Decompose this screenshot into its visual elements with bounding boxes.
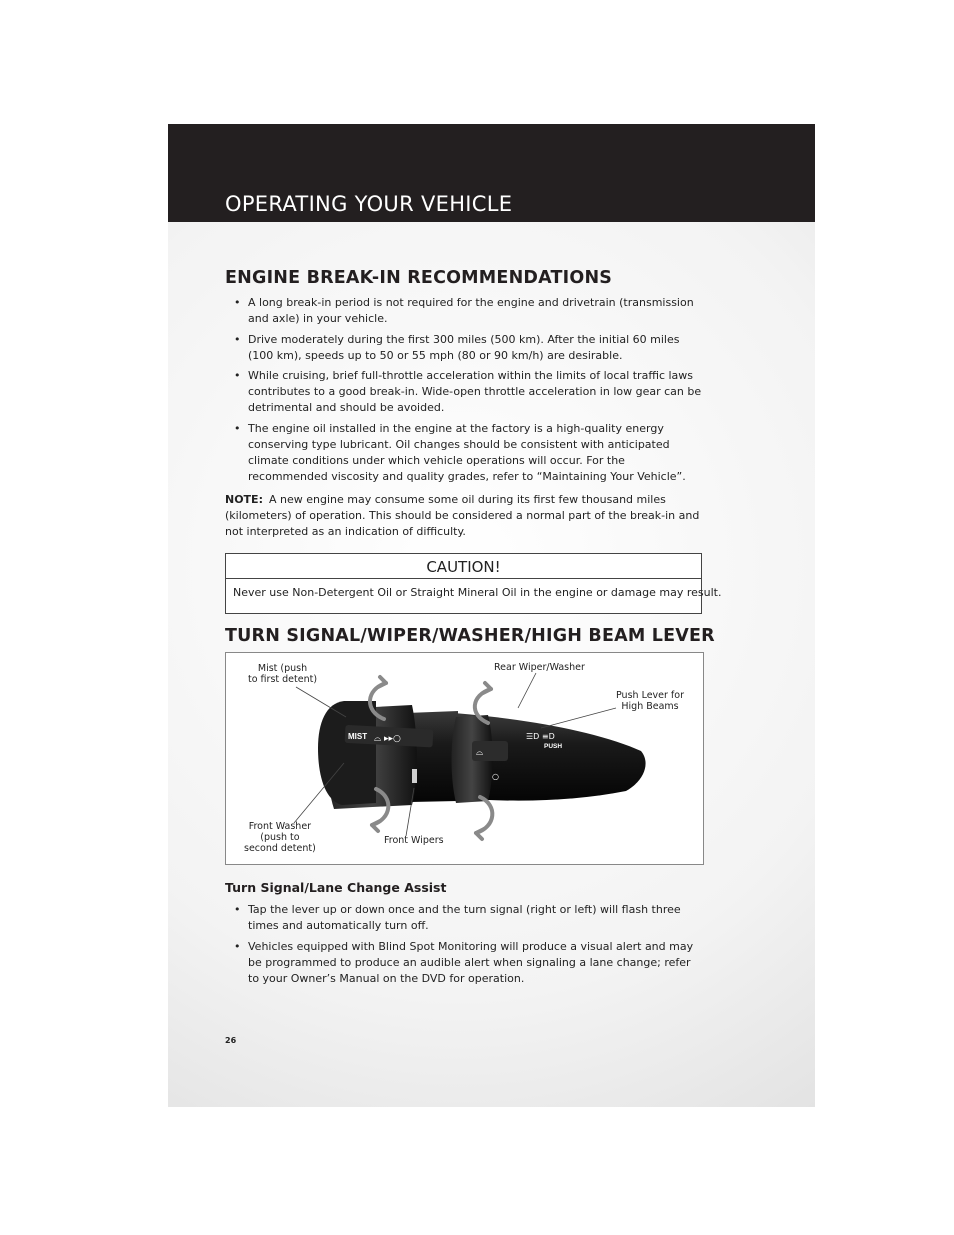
list-item: • While cruising, brief full-throttle acceleration within the limits of local traffic laws contributes to a good break-in. Wide-open throttle acceleration in low gear can be detrimental and should be avoided. xyxy=(234,368,704,416)
list-item: • Drive moderately during the first 300 miles (500 km). After the initial 60 miles (100 km), speeds up to 50 or 55 mph (80 or 90 km/h) are desirable. xyxy=(234,332,704,364)
list-item: • Vehicles equipped with Blind Spot Monitoring will produce a visual alert and may be programmed to produce an audible alert when signaling a lane change; refer to your Owner’s Manual on the DVD for operation. xyxy=(234,939,704,987)
section-title: OPERATING YOUR VEHICLE xyxy=(225,192,513,216)
turn-signal-list xyxy=(234,902,704,991)
engine-break-in-heading: ENGINE BREAK-IN RECOMMENDATIONS xyxy=(225,268,613,288)
page-number: 26 xyxy=(225,1036,237,1045)
caution-text: Never use Non-Detergent Oil or Straight Mineral Oil in the engine or damage may result. xyxy=(233,586,722,599)
manual-page xyxy=(168,124,815,1107)
list-item: • A long break-in period is not required for the engine and drivetrain (transmission and axle) in your vehicle. xyxy=(234,295,704,327)
list-item: • The engine oil installed in the engine at the factory is a high-quality energy conserving type lubricant. Oil changes should be consistent with anticipated climate conditions under which vehicle operations will occur. For the recommended viscosity and quality grades, refer to “Maintaining Your Vehicle”. xyxy=(234,421,704,485)
mist-label: MIST xyxy=(348,732,368,741)
callout-front-wipers: Front Wipers xyxy=(384,835,444,846)
callout-high-beams: Push Lever for High Beams xyxy=(616,690,684,712)
washer-indicator xyxy=(412,769,417,783)
note-paragraph xyxy=(225,492,705,540)
list-item: • Tap the lever up or down once and the turn signal (right or left) will flash three times and automatically turn off. xyxy=(234,902,704,934)
engine-break-in-list xyxy=(234,295,704,489)
callout-rear-wiper: Rear Wiper/Washer xyxy=(494,662,585,673)
wiper-symbols: ⌓ ▸▸○ xyxy=(374,734,401,744)
lever-figure xyxy=(225,652,704,865)
caution-box xyxy=(225,553,722,614)
push-label: PUSH xyxy=(544,743,563,750)
rear-wiper-off-symbol: ○ xyxy=(492,772,499,781)
rear-wiper-symbol: ⌓ xyxy=(476,748,484,758)
mist-end-cap xyxy=(318,701,376,805)
note-text: A new engine may consume some oil during its first few thousand miles (kilometers) of operation. This should be considered a normal part of the break-in and not interpreted as an indication of difficulty. xyxy=(225,493,700,538)
high-beam-symbols: ☰D ≡D xyxy=(526,732,555,741)
callout-mist: Mist (push to first detent) xyxy=(248,663,318,685)
note-label: NOTE: xyxy=(225,493,263,506)
lever-heading: TURN SIGNAL/WIPER/WASHER/HIGH BEAM LEVER xyxy=(225,626,715,646)
callout-front-washer: Front Washer (push to second detent) xyxy=(244,821,316,854)
caution-title: CAUTION! xyxy=(226,554,701,579)
turn-signal-heading: Turn Signal/Lane Change Assist xyxy=(225,880,447,895)
